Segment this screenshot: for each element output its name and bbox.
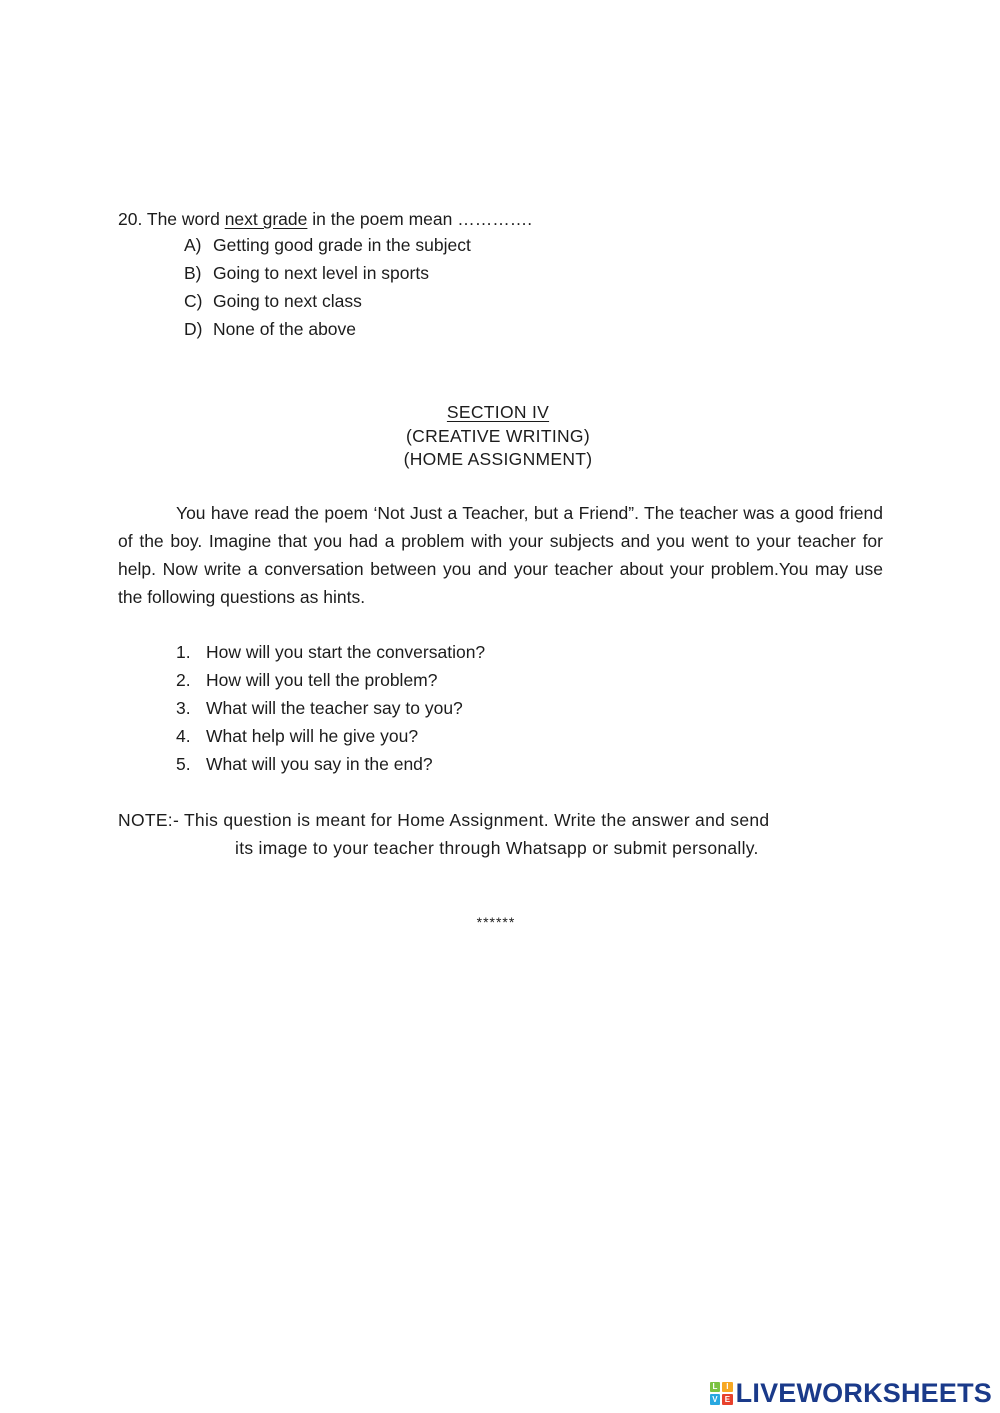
option-d	[184, 315, 471, 343]
option-letter: A)	[184, 235, 202, 255]
hint-text: What will you say in the end?	[206, 754, 433, 774]
logo-tile: E	[722, 1394, 733, 1405]
option-c	[184, 287, 471, 315]
option-letter: C)	[184, 291, 203, 311]
option-text: Going to next level in sports	[213, 263, 429, 283]
logo-tile: I	[722, 1382, 733, 1393]
option-text: None of the above	[213, 319, 357, 339]
question-20-underlined-term: next grade	[224, 209, 308, 229]
hint-number: 5.	[176, 754, 191, 774]
question-20-suffix: in the poem mean ………….	[307, 209, 533, 229]
section-heading	[0, 401, 996, 472]
prompt-paragraph: You have read the poem ‘Not Just a Teacher, but a Friend”. The teacher was a good friend of the boy. Imagine that you had a problem with your subjects and you went to your teacher for help. Now write a conversation between you and your teacher about your problem.You may use the following questions as hints.	[118, 503, 883, 607]
hint-number: 3.	[176, 698, 191, 718]
hint-number: 4.	[176, 726, 191, 746]
liveworksheets-logo[interactable]	[710, 1377, 992, 1409]
end-mark: ******	[476, 914, 516, 930]
hint-text: What will the teacher say to you?	[206, 698, 463, 718]
hint-item	[176, 722, 485, 750]
hint-number: 2.	[176, 670, 191, 690]
hint-text: How will you start the conversation?	[206, 642, 486, 662]
note-line-1: NOTE:- This question is meant for Home Assignment. Write the answer and send	[118, 810, 770, 830]
section-subtitle-home-assignment: (HOME ASSIGNMENT)	[403, 449, 593, 469]
option-a	[184, 231, 471, 259]
question-20-options	[184, 231, 471, 343]
hint-text: What help will he give you?	[206, 726, 419, 746]
option-text: Going to next class	[213, 291, 362, 311]
logo-tile: L	[710, 1382, 721, 1393]
note-line-2: its image to your teacher through Whatsapp or submit personally.	[235, 838, 759, 858]
question-20-prefix: 20. The word	[118, 209, 225, 229]
hint-item	[176, 666, 485, 694]
option-text: Getting good grade in the subject	[213, 235, 471, 255]
hint-item	[176, 638, 485, 666]
section-subtitle-creative-writing: (CREATIVE WRITING)	[406, 425, 590, 446]
hint-number: 1.	[176, 642, 191, 662]
liveworksheets-logo-text: LIVEWORKSHEETS	[735, 1378, 992, 1408]
option-letter: D)	[184, 319, 203, 339]
hint-item	[176, 694, 485, 722]
hint-questions-list	[176, 638, 485, 778]
option-letter: B)	[184, 263, 202, 283]
option-b	[184, 259, 471, 287]
question-20	[118, 205, 532, 233]
logo-tile: V	[710, 1394, 721, 1405]
hint-text: How will you tell the problem?	[206, 670, 438, 690]
hint-item	[176, 750, 485, 778]
section-title: SECTION IV	[446, 402, 550, 422]
liveworksheets-logo-icon	[710, 1382, 733, 1405]
